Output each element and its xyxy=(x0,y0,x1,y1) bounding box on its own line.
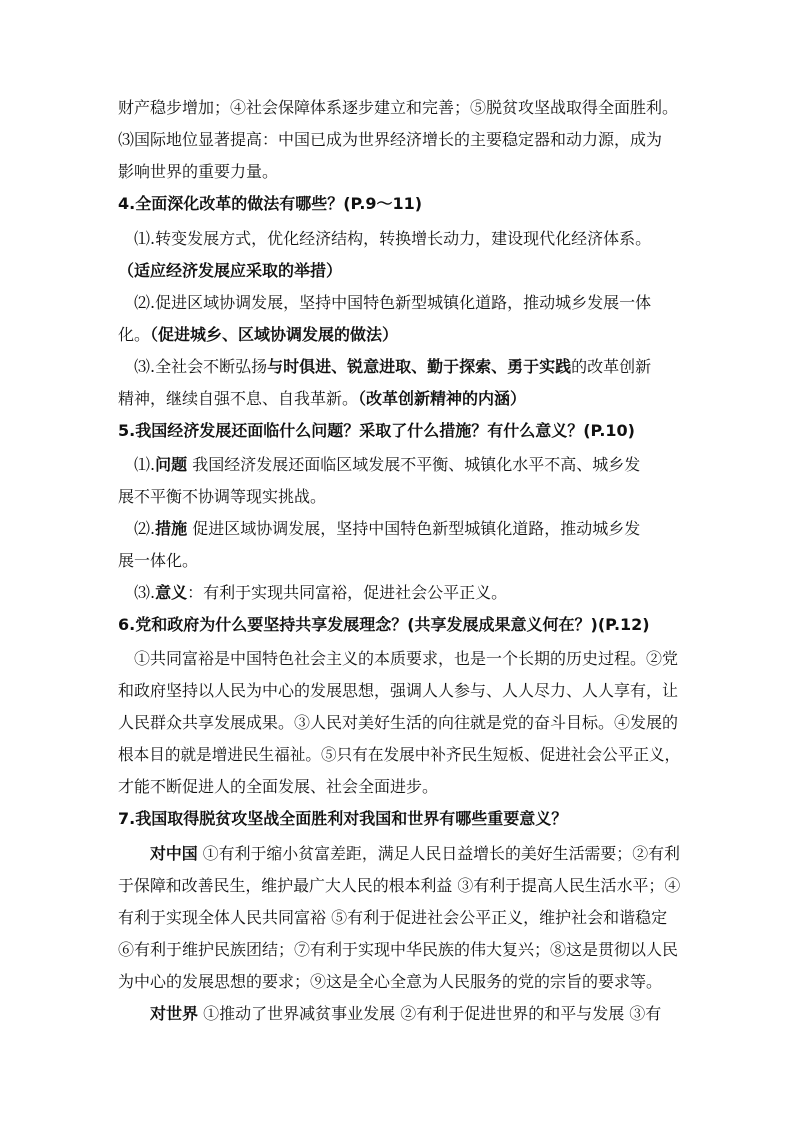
answer-line xyxy=(118,389,526,409)
question-heading-4: 4.全面深化改革的做法有哪些？(P.9～11) xyxy=(118,194,423,213)
answer-line: ⑥有利于维护民族团结；⑦有利于实现中华民族的伟大复兴；⑧这是贯彻以人民 xyxy=(118,940,679,959)
question-heading-6: 6.党和政府为什么要坚持共享发展理念？(共享发展成果意义何在？)(P.12) xyxy=(118,615,650,634)
answer-line: 根本目的就是增进民生福祉。⑤只有在发展中补齐民生短板、促进社会公平正义， xyxy=(118,745,681,764)
answer-line: 有利于实现全体人民共同富裕 ⑤有利于促进社会公平正义，维护社会和谐稳定 xyxy=(118,908,668,927)
answer-label: 措施 xyxy=(155,519,188,538)
answer-line xyxy=(134,455,640,475)
answer-label: 意义 xyxy=(155,583,188,602)
answer-note: （促进城乡、区域协调发展的做法） xyxy=(150,325,399,344)
answer-line: ⑵.促进区域协调发展，坚持中国特色新型城镇化道路，推动城乡发展一体 xyxy=(134,293,652,312)
answer-line xyxy=(134,519,640,539)
answer-emphasis: 与时俱进、锐意进取、勤于探索、勇于实践 xyxy=(267,357,572,376)
answer-text: 精神，继续自强不息、自我革新。 xyxy=(118,389,359,408)
answer-text: ①有利于缩小贫富差距，满足人民日益增长的美好生活需要；②有利 xyxy=(197,844,680,863)
answer-text: 促进区域协调发展，坚持中国特色新型城镇化道路，推动城乡发 xyxy=(187,519,641,538)
answer-line xyxy=(134,357,651,377)
answer-text: 的改革创新 xyxy=(571,357,652,376)
answer-line: 展一体化。 xyxy=(118,551,199,570)
paragraph-line: 财产稳步增加；④社会保障体系逐步建立和完善；⑤脱贫攻坚战取得全面胜利。 xyxy=(118,98,679,117)
question-heading-7: 7.我国取得脱贫攻坚战全面胜利对我国和世界有哪些重要意义？ xyxy=(118,809,568,828)
answer-line xyxy=(134,583,507,603)
answer-text: ⑶.全社会不断弘扬 xyxy=(134,357,268,376)
question-heading-5: 5.我国经济发展还面临什么问题？采取了什么措施？有什么意义？(P.10) xyxy=(118,421,635,440)
answer-text: 我国经济发展还面临区域发展不平衡、城镇化水平不高、城乡发 xyxy=(187,455,641,474)
answer-note: （改革创新精神的内涵） xyxy=(358,389,527,408)
answer-line: ⑴.转变发展方式，优化经济结构，转换增长动力，建设现代化经济体系。 xyxy=(134,229,652,248)
answer-text: ①推动了世界减贫事业发展 ②有利于促进世界的和平与发展 ③有 xyxy=(198,1004,662,1023)
paragraph-line: 影响世界的重要力量。 xyxy=(118,162,279,181)
answer-line xyxy=(150,844,680,864)
answer-line xyxy=(118,325,398,345)
paragraph-line: ⑶国际地位显著提高：中国已成为世界经济增长的主要稳定器和动力源，成为 xyxy=(118,130,663,149)
answer-line: 人民群众共享发展成果。③人民对美好生活的向往就是党的奋斗目标。④发展的 xyxy=(118,713,679,732)
answer-line xyxy=(150,1004,661,1024)
answer-text: 化。 xyxy=(118,325,151,344)
answer-label: 对中国 xyxy=(150,844,198,863)
answer-line: 才能不断促进人的全面发展、社会全面进步。 xyxy=(118,777,439,796)
answer-line: 和政府坚持以人民为中心的发展思想，强调人人参与、人人尽力、人人享有，让 xyxy=(118,681,679,700)
answer-text: ：有利于实现共同富裕，促进社会公平正义。 xyxy=(187,583,508,602)
answer-label: 问题 xyxy=(155,455,188,474)
answer-text: ⑴. xyxy=(134,455,156,474)
answer-line: 为中心的发展思想的要求；⑨这是全心全意为人民服务的党的宗旨的要求等。 xyxy=(118,972,663,991)
answer-text: ⑵. xyxy=(134,519,156,538)
answer-text: ⑶. xyxy=(134,583,156,602)
answer-line: 展不平衡不协调等现实挑战。 xyxy=(118,487,327,506)
answer-line: 于保障和改善民生，维护最广大人民的根本利益 ③有利于提高人民生活水平；④ xyxy=(118,876,681,895)
answer-note: （适应经济发展应采取的举措） xyxy=(118,261,343,280)
answer-label: 对世界 xyxy=(150,1004,199,1023)
answer-line: ①共同富裕是中国特色社会主义的本质要求，也是一个长期的历史过程。②党 xyxy=(134,649,679,668)
